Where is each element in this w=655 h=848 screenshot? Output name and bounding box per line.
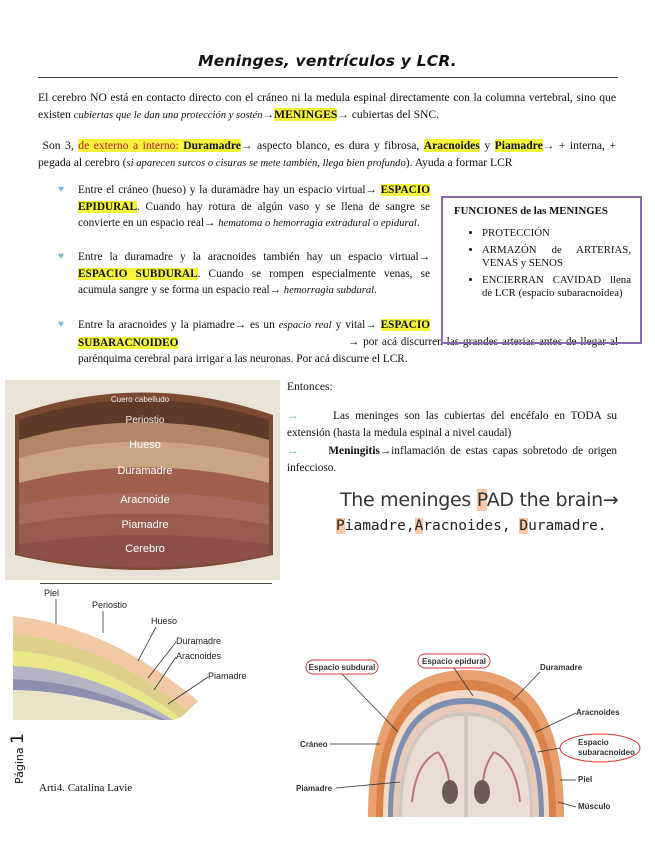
page-number-block <box>8 733 54 784</box>
photo-label-cuero: Cuero cabelludo <box>110 395 170 404</box>
diagram2-label-musculo: Músculo <box>578 802 611 811</box>
title-divider <box>38 77 618 78</box>
mnemonic-line1: The meninges PAD the brain→ <box>340 489 619 511</box>
diagram1-label-hueso: Hueso <box>151 616 178 626</box>
photo-label-duramadre: Duramadre <box>117 465 173 477</box>
bullet-subdural: ♥ Entre la duramadre y la aracnoides también hay un espacio virtual→ ESPACIO SUBDURAL. Cuando se rompen especialmente venas, se acumula sangre y se forma un espacio real→ hemorragia subdural. <box>58 251 430 296</box>
meninges-photo <box>5 380 280 580</box>
arrow-icon: → <box>287 410 299 422</box>
entonces-p2: → Meningitis→inflamación de estas capas sobretodo de origen infeccioso. <box>287 445 617 474</box>
diagram2-label-craneo: Cráneo <box>300 740 328 749</box>
photo-label-periostio: Periostio <box>125 415 165 426</box>
photo-label-piamadre: Piamadre <box>121 519 169 531</box>
bullet-subaracnoideo-start: ♥ Entre la aracnoides y la piamadre→ es un espacio real y vital→ ESPACIO SUBARACNOIDEO <box>58 319 431 349</box>
diagram2-label-piamadre: Piamadre <box>296 784 333 793</box>
function-item: • ARMAZÓN de ARTERIAS, VENAS y SENOS <box>482 244 631 270</box>
page-number: 1 <box>8 733 28 744</box>
functions-title: FUNCIONES de las MENINGES <box>454 205 608 217</box>
photo-divider <box>40 583 272 584</box>
arrow-icon: → <box>287 445 299 457</box>
photo-label-aracnoide: Aracnoide <box>120 494 170 506</box>
diagram1-label-periostio: Periostio <box>92 600 128 610</box>
entonces-label: Entonces: <box>287 380 333 393</box>
diagram1-label-duramadre: Duramadre <box>176 636 222 646</box>
entonces-p1: → Las meninges son las cubiertas del encéfalo en TODA su extensión (hasta la medula espinal a nivel caudal) <box>287 410 617 439</box>
author: Arti4. Catalina Lavie <box>39 782 133 794</box>
function-item: • ENCIERRAN CAVIDAD llena de LCR (espacio subaracnoidea) <box>482 274 631 300</box>
diagram1-label-aracnoides: Aracnoides <box>176 651 222 661</box>
diagram2-label-subdural: Espacio subdural <box>308 663 376 672</box>
brain-section-diagram <box>288 652 643 820</box>
heart-bullet-icon: ♥ <box>58 319 64 330</box>
diagram2-label-duramadre: Duramadre <box>540 663 583 672</box>
meninges-highlight: MENINGES <box>274 108 338 121</box>
intro-paragraph: El cerebro NO está en contacto directo con el cráneo ni la medula espinal directamente con la columna vertebral, sino que existen cubiertas que le dan una protección y sostén→MENINGES→ cubiertas del SNC. <box>38 91 616 121</box>
layers-paragraph: Son 3, de externo a interno: Duramadre→ aspecto blanco, es dura y fibrosa, Aracnoides y Piamadre→ + interna, + pegada al cerebro (si aparecen surcos o cisuras se mete también, llega bien profundo). Ayuda a formar LCR <box>38 139 617 169</box>
photo-label-hueso: Hueso <box>129 439 161 451</box>
bullet-subaracnoideo-rest: → por acá discurren las grandes arterias antes de llegar al parénquima cerebral para irrigar a las neuronas. Por acá discurre el LCR. <box>78 336 618 365</box>
diagram2-label-epidural: Espacio epidural <box>421 657 487 666</box>
photo-label-cerebro: Cerebro <box>125 543 165 555</box>
page-title: Meninges, ventrículos y LCR. <box>198 52 457 70</box>
mnemonic-line2: Piamadre,Aracnoides, Duramadre. <box>336 518 607 534</box>
diagram1-label-piamadre: Piamadre <box>208 671 247 681</box>
functions-box <box>441 196 642 344</box>
heart-bullet-icon: ♥ <box>58 251 64 262</box>
bullet-epidural: ♥ Entre el cráneo (hueso) y la duramadre hay un espacio virtual→ ESPACIO EPIDURAL. Cuando hay rotura de algún vaso y se llena de sangre se convierte en un espacio real→ hematoma o hemorragia extradural o epidural. <box>58 184 430 229</box>
diagram1-label-piel: Piel <box>44 588 60 598</box>
function-item: • PROTECCIÓN <box>482 227 631 240</box>
diagram2-label-piel: Piel <box>578 775 593 784</box>
diagram2-label-subaracnoideo-2: subaracnoideo <box>578 748 635 757</box>
diagram2-label-aracnoides: Aracnoides <box>576 708 620 717</box>
heart-bullet-icon: ♥ <box>58 184 64 195</box>
layers-diagram <box>8 586 248 721</box>
page-label: Página <box>13 747 26 784</box>
diagram2-label-subaracnoideo-1: Espacio <box>578 738 609 747</box>
